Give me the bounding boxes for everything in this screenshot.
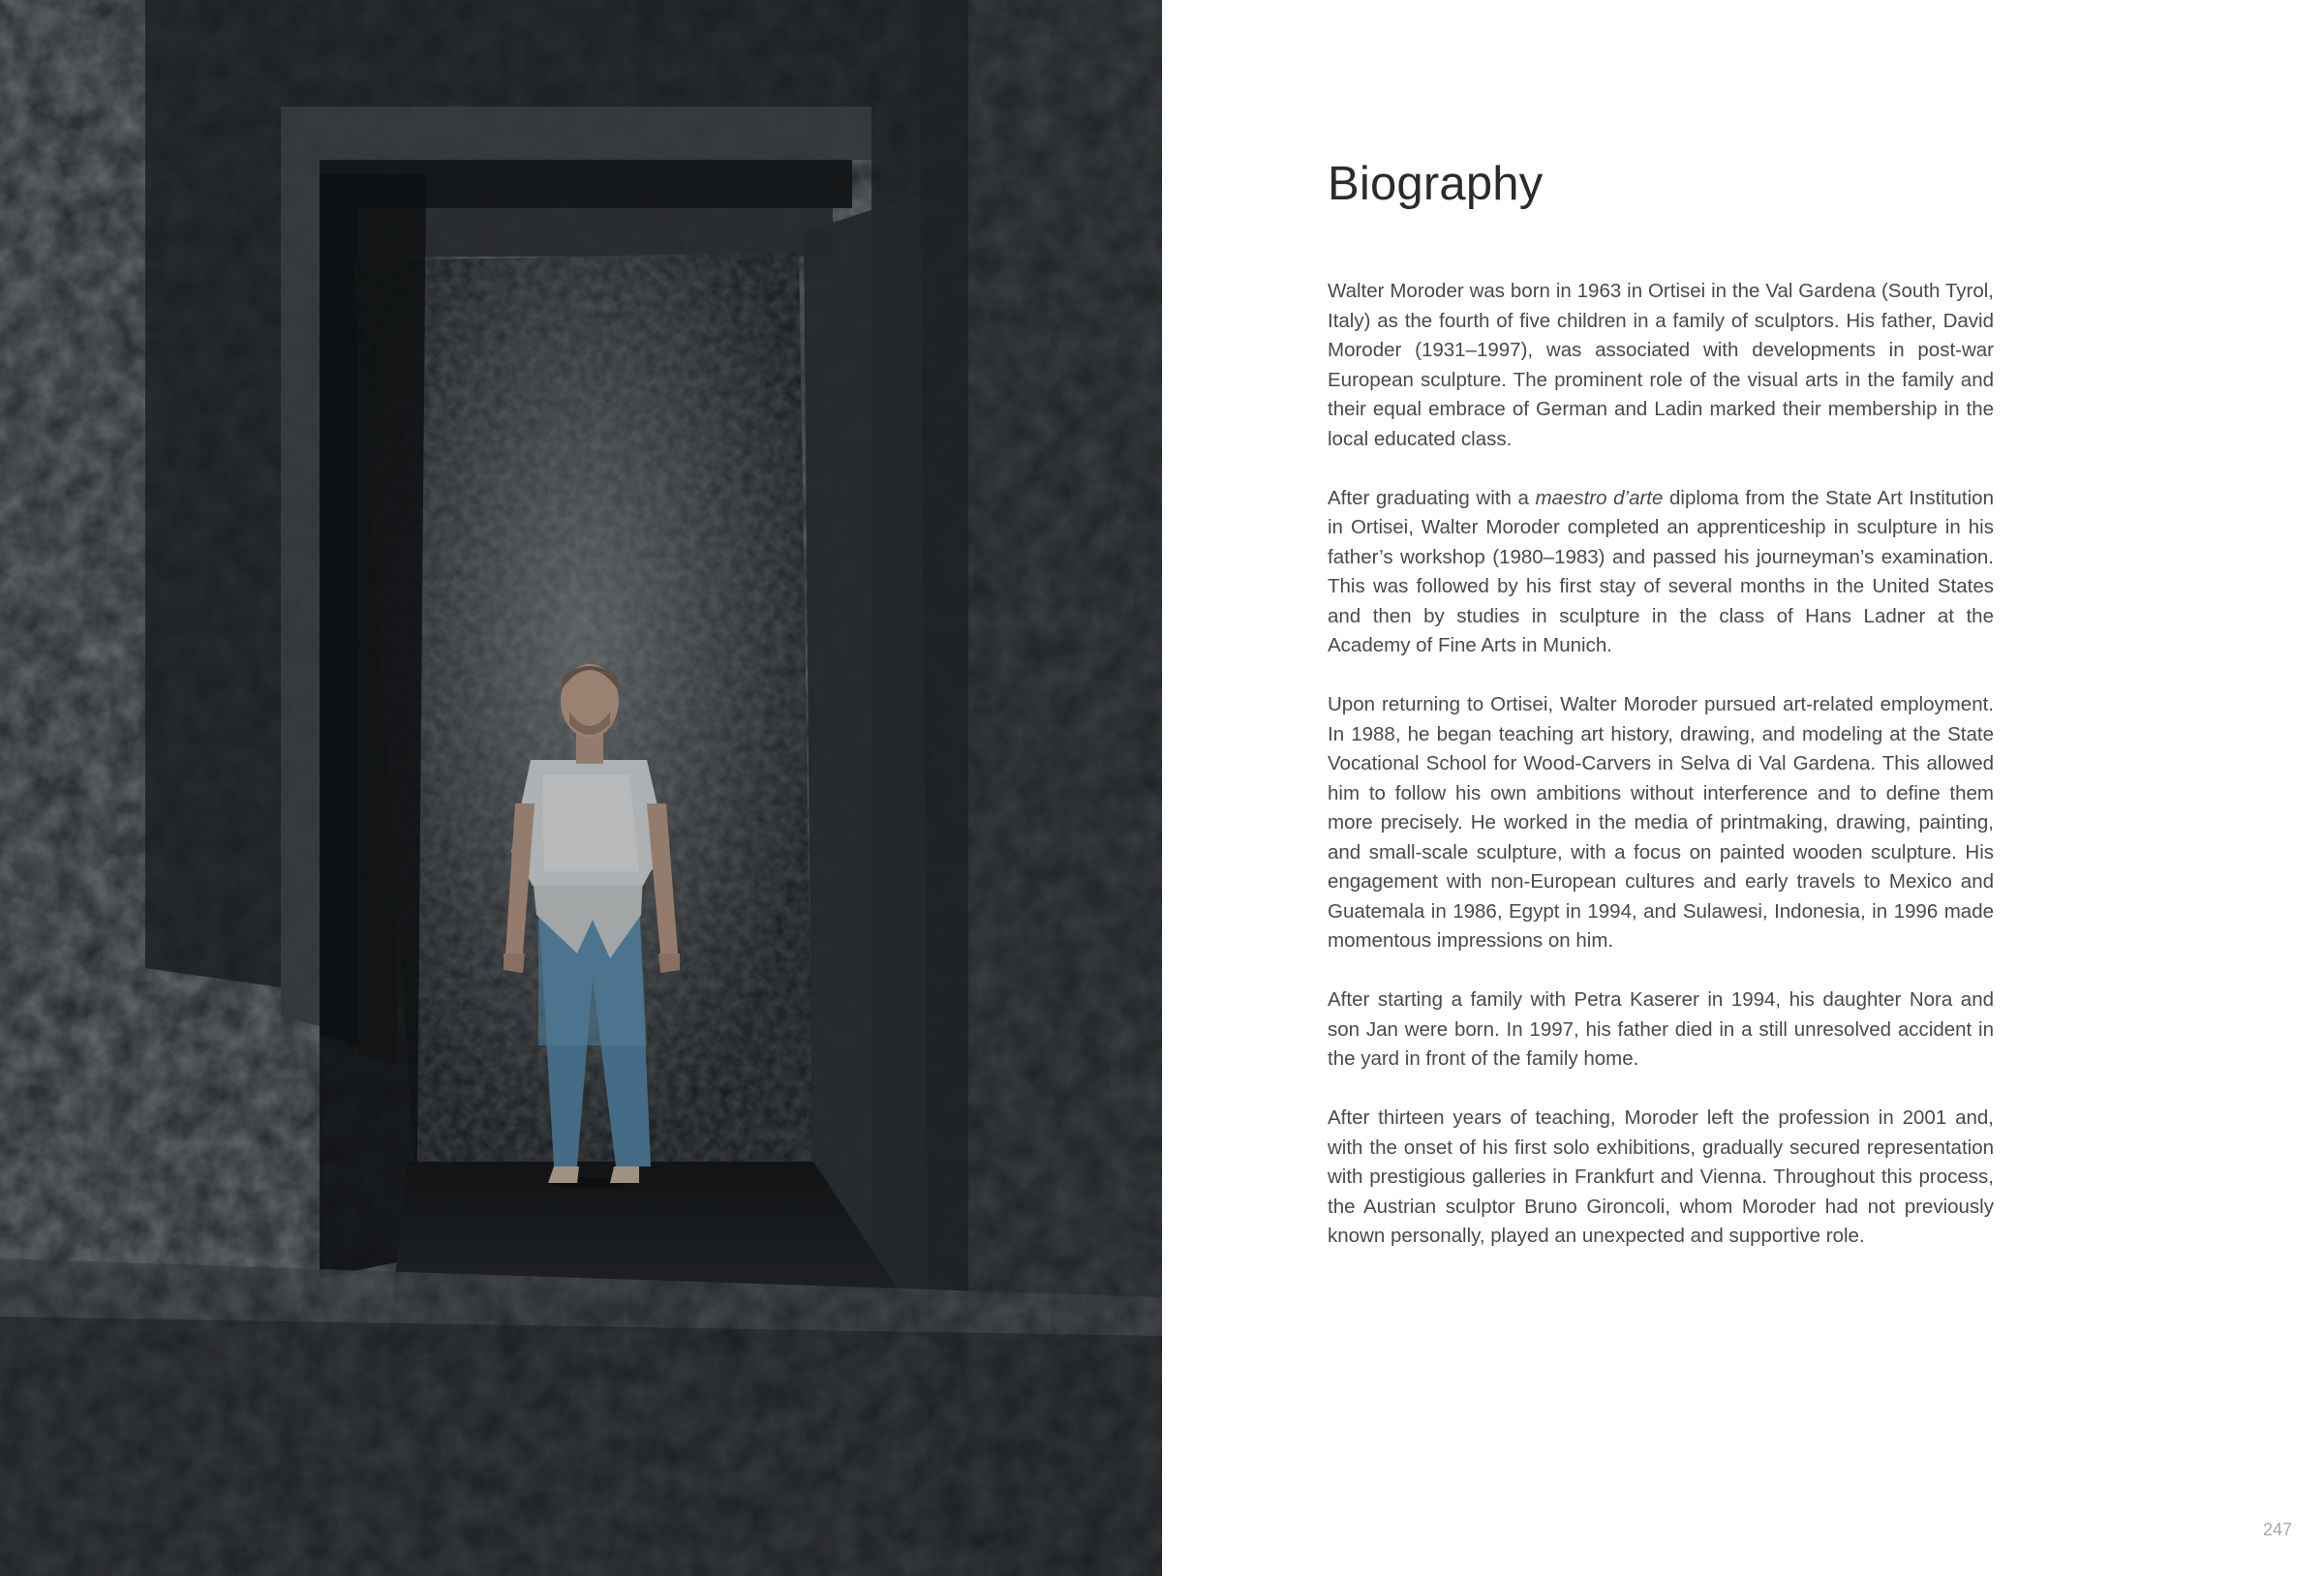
page-title: Biography — [1328, 158, 1544, 210]
paragraph-2-text-start: After graduating with a — [1328, 486, 1536, 509]
paragraph-2-text-end: diploma from the State Art Institution in Ortisei, Walter Moroder completed an apprenticeship in sculpture in his father’s workshop (1980–1983) and passed his journeyman’s examination. This was followed by his first stay of several months in the United States and then by studies in sculpture in the class of Hans Ladner at the Academy of Fine Arts in Munich. — [1328, 486, 1994, 656]
page-number: 247 — [2262, 1520, 2292, 1539]
biography-paragraph-5: After thirteen years of teaching, Moroder left the profession in 2001 and, with the onset of his first solo exhibitions, gradually secured representation with prestigious galleries in Frankfurt and Vienna. Throughout this process, the Austrian sculptor Bruno Gironcoli, whom Moroder had not previously known personally, played an unexpected and supportive role. — [1328, 1106, 1994, 1247]
biography-paragraph-2 — [1328, 484, 1994, 661]
biography-paragraph-1: Walter Moroder was born in 1963 in Ortisei in the Val Gardena (South Tyrol, Italy) as the fourth of five children in a family of sculptors. His father, David Moroder (1931–1997), was associated with developments in post-war European sculpture. The prominent role of the visual arts in the family and their equal embrace of German and Ladin marked their membership in the local educated class. — [1328, 280, 1994, 450]
biography-paragraph-3: Upon returning to Ortisei, Walter Moroder pursued art-related employment. In 1988, he began teaching art history, drawing, and modeling at the State Vocational School for Wood-Carvers in Selva di Val Gardena. This allowed him to follow his own ambitions without interference and to define them more precisely. He worked in the media of printmaking, drawing, painting, and small-scale sculpture, with a focus on painted wooden sculpture. His engagement with non-European cultures and early travels to Mexico and Guatemala in 1986, Egypt in 1994, and Sulawesi, Indonesia, in 1996 made momentous impressions on him. — [1328, 693, 1994, 952]
biography-paragraph-4: After starting a family with Petra Kaserer in 1994, his daughter Nora and son Jan were born. In 1997, his father died in a still unresolved accident in the yard in front of the family home. — [1328, 988, 1994, 1070]
paragraph-2-italic-term: maestro d’arte — [1535, 486, 1664, 509]
biography-body — [1328, 277, 1994, 1281]
text-page — [1162, 0, 2324, 1576]
